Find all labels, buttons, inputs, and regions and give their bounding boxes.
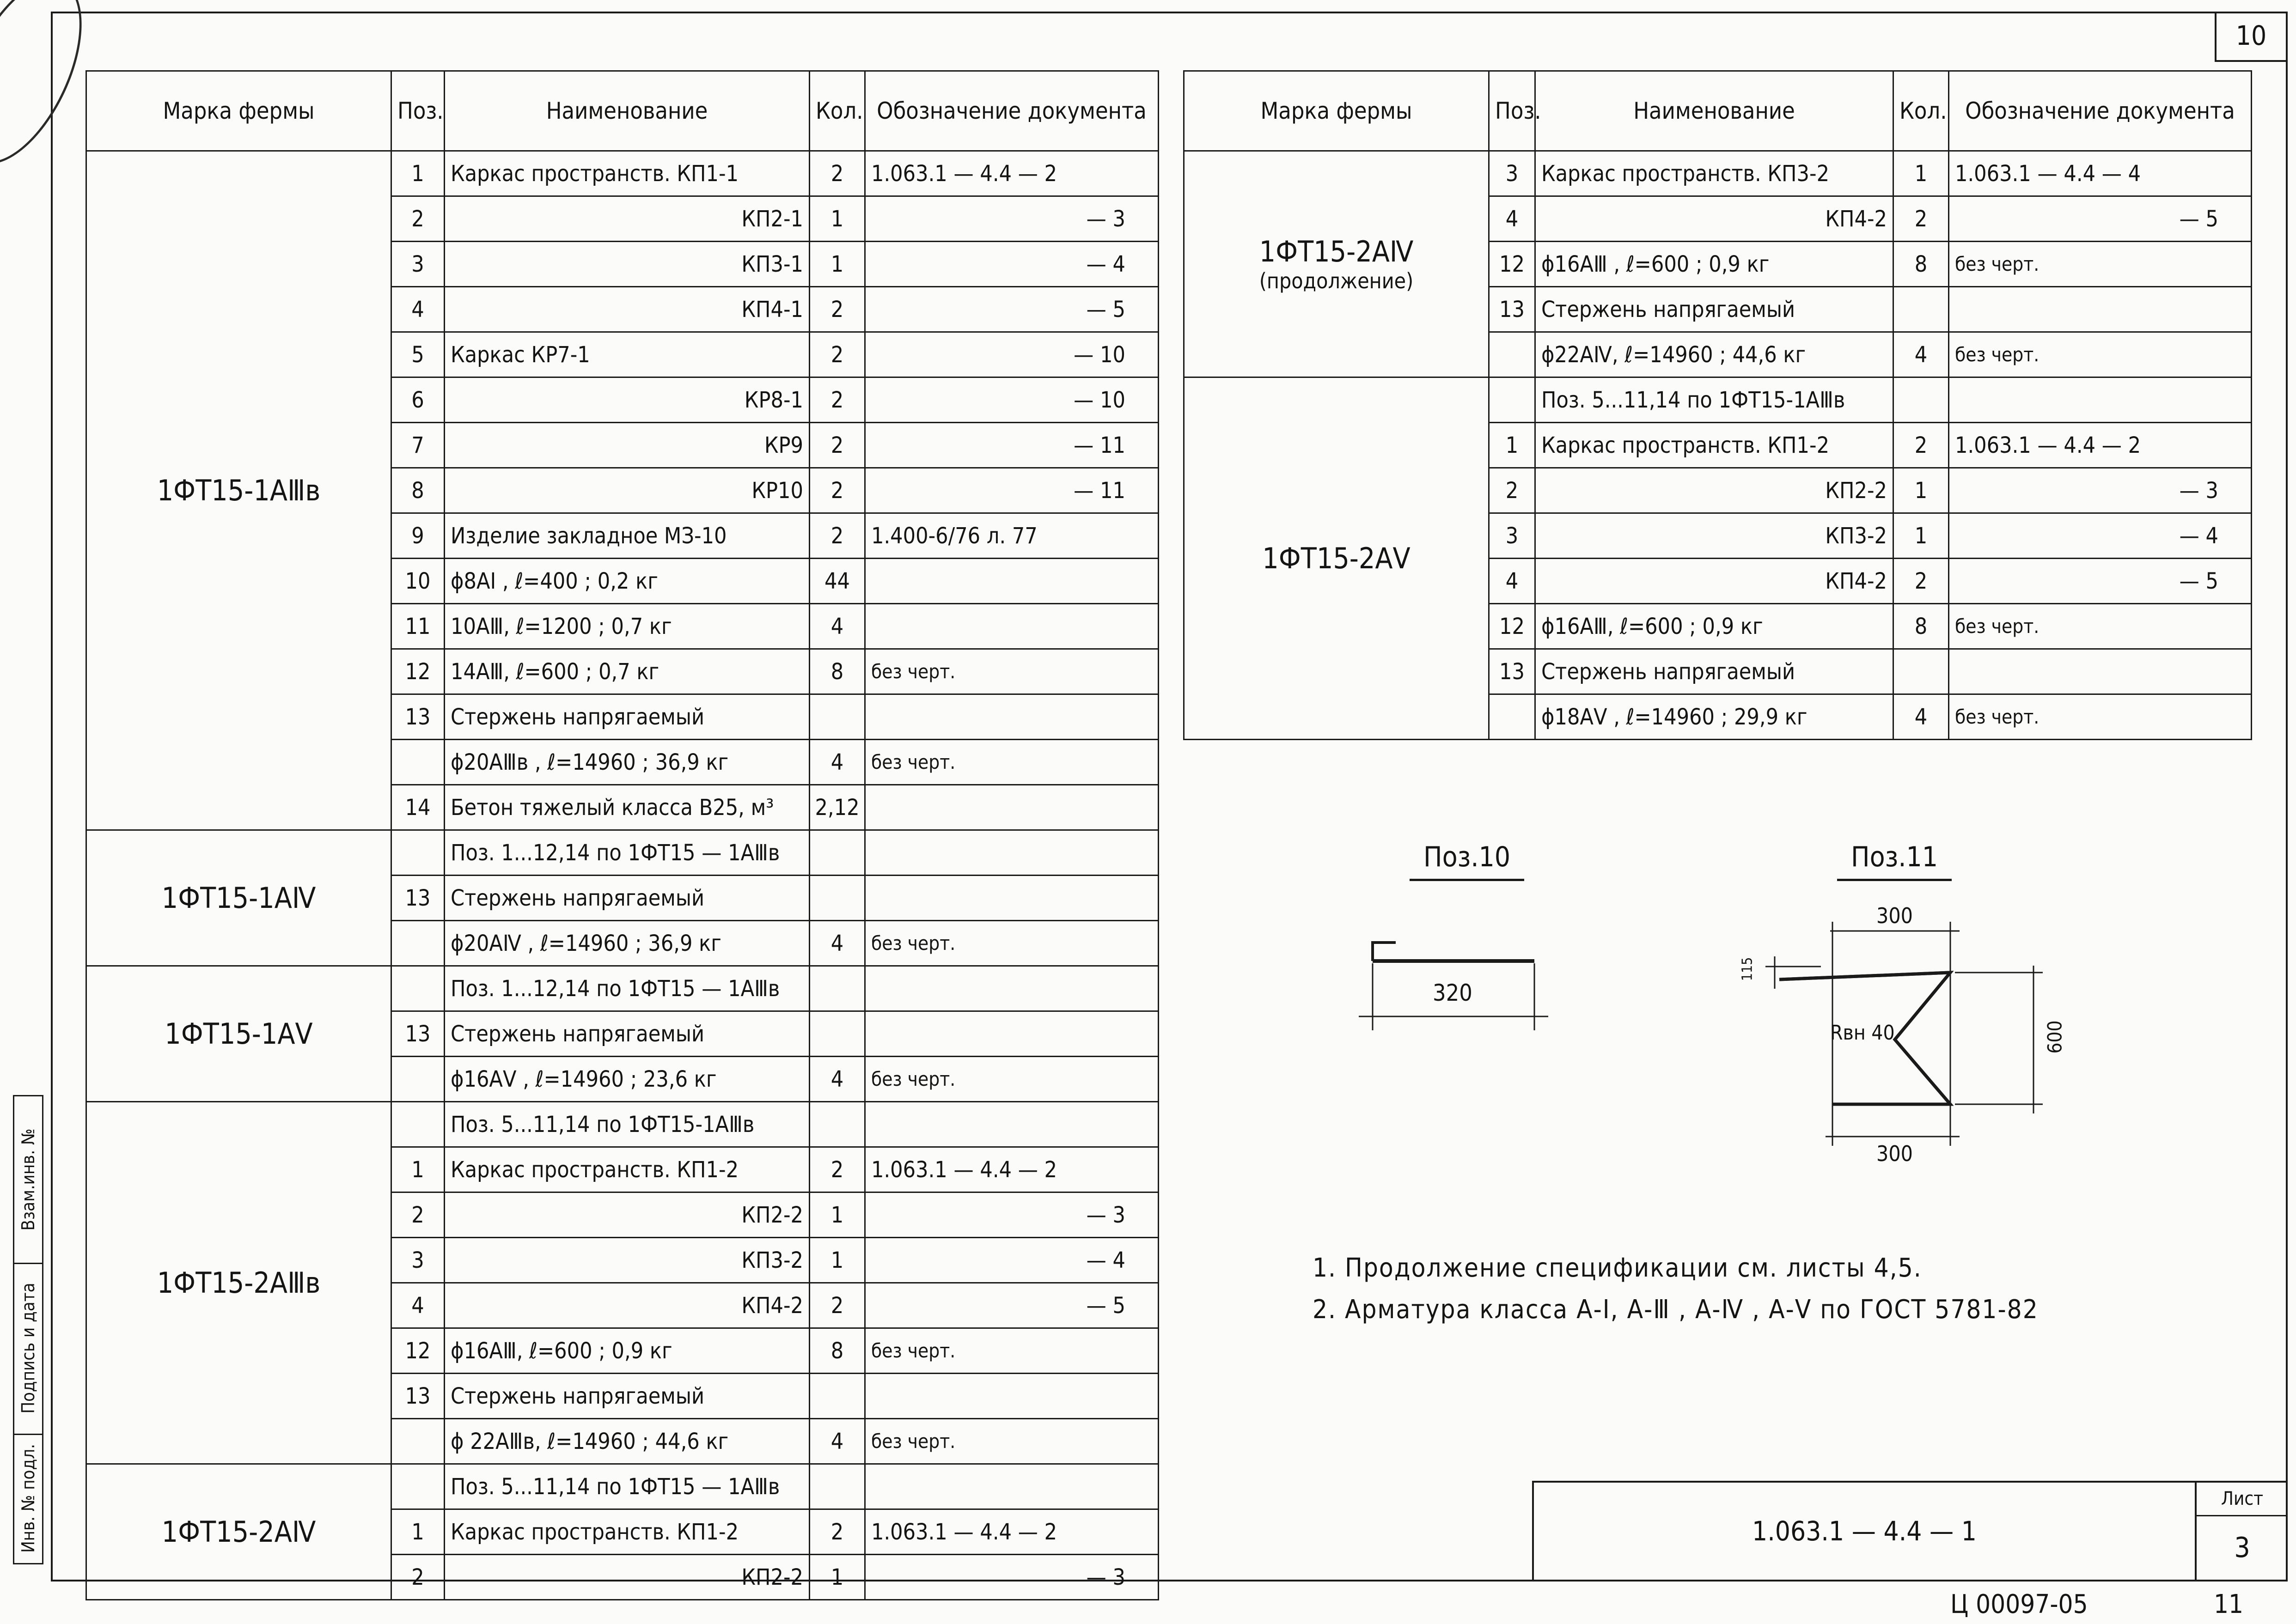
cell-doc: — 10 xyxy=(865,332,1159,377)
cell-qty: 2 xyxy=(810,513,865,559)
truss-mark xyxy=(86,1464,391,1600)
cell-qty: 8 xyxy=(1893,604,1949,649)
header-doc: Обозначение документа xyxy=(865,71,1159,151)
header-pos: Поз. xyxy=(1489,71,1535,151)
cell-pos: 13 xyxy=(1489,649,1535,694)
header-doc: Обозначение документа xyxy=(1949,71,2252,151)
cell-name: Изделие закладное МЗ-10 xyxy=(445,513,810,559)
cell-doc: — 10 xyxy=(865,377,1159,423)
table-row xyxy=(1184,151,2252,196)
sketch-pos10-title: Поз.10 xyxy=(1410,841,1524,881)
cell-doc: — 4 xyxy=(865,242,1159,287)
cell-qty: 2 xyxy=(810,151,865,196)
cell-qty: 1 xyxy=(810,242,865,287)
cell-name: Поз. 5...11,14 по 1ФТ15 — 1АⅢв xyxy=(445,1464,810,1509)
cell-doc: 1.400-6/76 л. 77 xyxy=(865,513,1159,559)
cell-pos: 4 xyxy=(1489,196,1535,242)
cell-qty: 4 xyxy=(810,921,865,966)
cell-pos: 13 xyxy=(391,694,445,740)
cell-doc xyxy=(1949,377,2252,423)
cell-name: Стержень напрягаемый xyxy=(445,876,810,921)
cell-name: ϕ16АⅤ , ℓ=14960 ; 23,6 кг xyxy=(445,1057,810,1102)
cell-name: КП2-1 xyxy=(445,196,810,242)
cell-doc xyxy=(865,1464,1159,1509)
cell-qty xyxy=(1893,377,1949,423)
cell-doc: без черт. xyxy=(865,921,1159,966)
cell-name: Каркас пространств. КП1-1 xyxy=(445,151,810,196)
cell-pos: 2 xyxy=(391,1555,445,1600)
cell-pos xyxy=(391,966,445,1011)
cell-pos: 1 xyxy=(391,1147,445,1192)
cell-pos: 1 xyxy=(391,151,445,196)
cell-pos: 11 xyxy=(391,604,445,649)
cell-name: Стержень напрягаемый xyxy=(445,694,810,740)
cell-qty xyxy=(1893,649,1949,694)
cell-qty: 1 xyxy=(810,196,865,242)
cell-name: КП2-2 xyxy=(1535,468,1893,513)
cell-pos xyxy=(391,1102,445,1147)
pos11-radius: Rвн 40 xyxy=(1830,1021,1895,1045)
spec-table-left xyxy=(85,70,1159,1600)
cell-qty xyxy=(810,1011,865,1057)
cell-doc xyxy=(1949,287,2252,332)
page-number: 10 xyxy=(2235,20,2267,51)
truss-mark xyxy=(86,830,391,966)
cell-doc: — 11 xyxy=(865,423,1159,468)
pos10-dimension: 320 xyxy=(1433,979,1472,1006)
cell-pos: 13 xyxy=(391,876,445,921)
cell-pos xyxy=(1489,377,1535,423)
document-designation: 1.063.1 — 4.4 — 1 xyxy=(1752,1515,1977,1547)
side-label-replacement: Взам.инв. № xyxy=(18,1128,38,1231)
cell-qty: 2 xyxy=(810,287,865,332)
cell-name: ϕ8АI , ℓ=400 ; 0,2 кг xyxy=(445,559,810,604)
pos11-dim-bottom: 300 xyxy=(1876,1141,1913,1166)
right-header-row xyxy=(1184,71,2252,151)
title-block xyxy=(1532,1481,2286,1580)
side-cell-signature xyxy=(14,1263,42,1435)
cell-qty: 4 xyxy=(1893,694,1949,740)
cell-qty: 8 xyxy=(810,649,865,694)
cell-name: Бетон тяжелый класса В25, м³ xyxy=(445,785,810,830)
cell-pos xyxy=(391,740,445,785)
cell-qty: 1 xyxy=(1893,151,1949,196)
side-cell-replacement xyxy=(14,1096,42,1264)
cell-qty: 2 xyxy=(1893,196,1949,242)
cell-doc xyxy=(865,1374,1159,1419)
cell-qty: 44 xyxy=(810,559,865,604)
cell-qty: 4 xyxy=(810,740,865,785)
cell-doc: — 3 xyxy=(865,196,1159,242)
left-header-row xyxy=(86,71,1159,151)
cell-qty: 4 xyxy=(810,1419,865,1464)
cell-doc: без черт. xyxy=(1949,332,2252,377)
cell-pos: 1 xyxy=(391,1509,445,1555)
cell-name: Поз. 1...12,14 по 1ФТ15 — 1АⅢв xyxy=(445,966,810,1011)
cell-qty: 1 xyxy=(810,1238,865,1283)
cell-doc: 1.063.1 — 4.4 — 2 xyxy=(865,1509,1159,1555)
cell-name: Поз. 1...12,14 по 1ФТ15 — 1АⅢв xyxy=(445,830,810,876)
cell-doc: — 4 xyxy=(865,1238,1159,1283)
cell-qty: 2 xyxy=(810,1509,865,1555)
truss-mark xyxy=(86,1102,391,1464)
cell-doc: без черт. xyxy=(865,1057,1159,1102)
cell-qty: 4 xyxy=(810,604,865,649)
header-qty: Кол. xyxy=(810,71,865,151)
cell-pos: 13 xyxy=(1489,287,1535,332)
cell-name: ϕ 22АⅢв, ℓ=14960 ; 44,6 кг xyxy=(445,1419,810,1464)
notes xyxy=(1313,1247,2039,1330)
cell-name: Поз. 5...11,14 по 1ФТ15-1АⅢв xyxy=(445,1102,810,1147)
spec-table-right xyxy=(1183,70,2252,740)
truss-mark-label: 1ФТ15-2АⅢв xyxy=(157,1266,321,1300)
truss-mark xyxy=(1184,377,1489,740)
truss-mark-label: 1ФТ15-1АⅣ xyxy=(161,881,316,915)
cell-doc xyxy=(865,1011,1159,1057)
pos11-bar-drawing xyxy=(1738,832,2061,1183)
cell-pos: 3 xyxy=(391,1238,445,1283)
cell-pos: 4 xyxy=(1489,559,1535,604)
cell-pos: 3 xyxy=(1489,513,1535,559)
truss-mark-label: 1ФТ15-2АⅣ xyxy=(1259,235,1414,268)
cell-name: Стержень напрягаемый xyxy=(445,1011,810,1057)
cell-pos: 2 xyxy=(391,196,445,242)
cell-doc xyxy=(865,830,1159,876)
header-qty: Кол. xyxy=(1893,71,1949,151)
cell-name: Поз. 5...11,14 по 1ФТ15-1АⅢв xyxy=(1535,377,1893,423)
cell-pos xyxy=(391,1419,445,1464)
sketch-pos11 xyxy=(1738,832,2066,1183)
cell-qty xyxy=(810,1464,865,1509)
cell-doc: 1.063.1 — 4.4 — 2 xyxy=(865,151,1159,196)
table-row xyxy=(86,1102,1159,1147)
cell-doc: — 5 xyxy=(865,287,1159,332)
cell-pos xyxy=(391,1464,445,1509)
cell-pos: 12 xyxy=(1489,604,1535,649)
cell-qty xyxy=(810,694,865,740)
cell-name: Стержень напрягаемый xyxy=(1535,287,1893,332)
cell-name: КП4-2 xyxy=(445,1283,810,1328)
table-row xyxy=(1184,377,2252,423)
cell-name: КР9 xyxy=(445,423,810,468)
table-row xyxy=(86,830,1159,876)
note-1: 1. Продолжение спецификации см. листы 4,5. xyxy=(1313,1253,1922,1283)
cell-qty: 2 xyxy=(810,377,865,423)
truss-mark xyxy=(86,151,391,830)
header-name: Наименование xyxy=(1535,71,1893,151)
side-cell-inventory xyxy=(14,1434,42,1563)
note-2: 2. Арматура класса А-I, А-Ⅲ , А-Ⅳ , А-Ⅴ по ГОСТ 5781-82 xyxy=(1313,1294,2039,1325)
cell-pos: 2 xyxy=(1489,468,1535,513)
cell-doc: — 3 xyxy=(865,1192,1159,1238)
cell-doc: — 11 xyxy=(865,468,1159,513)
cell-pos: 7 xyxy=(391,423,445,468)
cell-name: КП3-2 xyxy=(445,1238,810,1283)
cell-name: Каркас пространств. КП1-2 xyxy=(445,1147,810,1192)
truss-mark-label: 1ФТ15-2АⅤ xyxy=(1262,541,1411,575)
cell-doc: — 5 xyxy=(865,1283,1159,1328)
table-row xyxy=(86,966,1159,1011)
cell-doc xyxy=(865,694,1159,740)
cell-qty: 2,12 xyxy=(810,785,865,830)
cell-name: КР8-1 xyxy=(445,377,810,423)
cell-qty xyxy=(810,876,865,921)
cell-doc: 1.063.1 — 4.4 — 4 xyxy=(1949,151,2252,196)
list-number: 3 xyxy=(2234,1532,2250,1564)
cell-name: 10АⅢ, ℓ=1200 ; 0,7 кг xyxy=(445,604,810,649)
cell-qty: 2 xyxy=(810,1147,865,1192)
cell-pos: 14 xyxy=(391,785,445,830)
cell-doc: — 5 xyxy=(1949,196,2252,242)
cell-doc: 1.063.1 — 4.4 — 2 xyxy=(865,1147,1159,1192)
page-number-box xyxy=(2215,12,2286,62)
truss-mark xyxy=(1184,151,1489,377)
pos10-bar-drawing xyxy=(1340,832,1571,1053)
cell-doc xyxy=(865,966,1159,1011)
list-cell xyxy=(2195,1483,2288,1580)
cell-doc: без черт. xyxy=(865,649,1159,694)
cell-pos: 12 xyxy=(391,649,445,694)
table-row xyxy=(86,151,1159,196)
cell-doc: без черт. xyxy=(865,740,1159,785)
cell-name: Каркас пространств. КП1-2 xyxy=(445,1509,810,1555)
cell-qty xyxy=(810,1102,865,1147)
sketch-pos11-title: Поз.11 xyxy=(1837,841,1952,881)
cell-doc: — 5 xyxy=(1949,559,2252,604)
pos11-dim-side: 600 xyxy=(2043,1020,2066,1054)
cell-name: КП4-2 xyxy=(1535,196,1893,242)
cell-pos: 2 xyxy=(391,1192,445,1238)
header-pos: Поз. xyxy=(391,71,445,151)
cell-doc: без черт. xyxy=(1949,694,2252,740)
cell-doc xyxy=(865,604,1159,649)
cell-qty: 4 xyxy=(810,1057,865,1102)
cell-pos xyxy=(1489,694,1535,740)
cell-pos: 8 xyxy=(391,468,445,513)
pos11-dim-small: 115 xyxy=(1739,957,1756,981)
cell-name: ϕ16АⅢ , ℓ=600 ; 0,9 кг xyxy=(1535,242,1893,287)
header-mark: Марка фермы xyxy=(1184,71,1489,151)
cell-name: КП4-2 xyxy=(1535,559,1893,604)
cell-doc xyxy=(865,559,1159,604)
cell-name: КП2-2 xyxy=(445,1555,810,1600)
truss-mark-label: 1ФТ15-2АⅣ xyxy=(161,1515,316,1549)
cell-name: КП3-1 xyxy=(445,242,810,287)
cell-pos: 13 xyxy=(391,1374,445,1419)
cell-doc xyxy=(865,876,1159,921)
cell-pos: 9 xyxy=(391,513,445,559)
sketch-pos10 xyxy=(1340,832,1571,1053)
side-label-signature: Подпись и дата xyxy=(18,1283,38,1414)
cell-qty xyxy=(810,1374,865,1419)
cell-doc xyxy=(865,1102,1159,1147)
cell-doc xyxy=(1949,649,2252,694)
cell-doc: — 4 xyxy=(1949,513,2252,559)
cell-name: Каркас пространств. КП1-2 xyxy=(1535,423,1893,468)
truss-mark-sub: (продолжение) xyxy=(1259,268,1414,293)
cell-qty: 1 xyxy=(810,1555,865,1600)
cell-name: КП4-1 xyxy=(445,287,810,332)
cell-qty: 2 xyxy=(810,332,865,377)
cell-pos: 3 xyxy=(1489,151,1535,196)
cell-pos xyxy=(391,921,445,966)
side-stamp-column xyxy=(13,1095,43,1564)
list-label: Лист xyxy=(2197,1483,2288,1516)
cell-name: КР10 xyxy=(445,468,810,513)
cell-doc: — 3 xyxy=(1949,468,2252,513)
cell-doc: без черт. xyxy=(1949,242,2252,287)
side-label-inventory: Инв. № подл. xyxy=(18,1444,38,1553)
header-mark: Марка фермы xyxy=(86,71,391,151)
cell-name: 14АⅢ, ℓ=600 ; 0,7 кг xyxy=(445,649,810,694)
cell-pos: 12 xyxy=(1489,242,1535,287)
cell-qty: 2 xyxy=(810,1283,865,1328)
cell-pos: 1 xyxy=(1489,423,1535,468)
cell-name: ϕ20АⅢв , ℓ=14960 ; 36,9 кг xyxy=(445,740,810,785)
truss-mark-label: 1ФТ15-1АⅤ xyxy=(165,1017,313,1051)
bottom-code: Ц 00097-05 xyxy=(1950,1589,2088,1619)
truss-mark xyxy=(86,966,391,1102)
cell-name: Каркас пространств. КП3-2 xyxy=(1535,151,1893,196)
cell-qty: 2 xyxy=(1893,423,1949,468)
cell-qty: 1 xyxy=(1893,513,1949,559)
cell-doc: без черт. xyxy=(865,1419,1159,1464)
cell-qty: 2 xyxy=(810,468,865,513)
cell-pos: 12 xyxy=(391,1328,445,1374)
cell-qty: 2 xyxy=(1893,559,1949,604)
pos11-dim-top: 300 xyxy=(1876,903,1913,928)
truss-mark-label: 1ФТ15-1АⅢв xyxy=(157,474,321,507)
cell-pos: 4 xyxy=(391,287,445,332)
cell-name: КП2-2 xyxy=(445,1192,810,1238)
cell-qty: 1 xyxy=(810,1192,865,1238)
cell-pos: 6 xyxy=(391,377,445,423)
cell-doc: 1.063.1 — 4.4 — 2 xyxy=(1949,423,2252,468)
bottom-page: 11 xyxy=(2214,1589,2244,1619)
cell-name: Стержень напрягаемый xyxy=(1535,649,1893,694)
cell-name: ϕ18АⅤ , ℓ=14960 ; 29,9 кг xyxy=(1535,694,1893,740)
table-row xyxy=(86,1464,1159,1509)
cell-name: Стержень напрягаемый xyxy=(445,1374,810,1419)
cell-pos: 5 xyxy=(391,332,445,377)
cell-name: ϕ20АⅣ , ℓ=14960 ; 36,9 кг xyxy=(445,921,810,966)
cell-qty xyxy=(810,830,865,876)
cell-name: КП3-2 xyxy=(1535,513,1893,559)
cell-qty: 1 xyxy=(1893,468,1949,513)
cell-name: Каркас КР7-1 xyxy=(445,332,810,377)
cell-pos: 13 xyxy=(391,1011,445,1057)
cell-qty: 4 xyxy=(1893,332,1949,377)
cell-doc: — 3 xyxy=(865,1555,1159,1600)
cell-pos xyxy=(391,830,445,876)
header-name: Наименование xyxy=(445,71,810,151)
cell-qty xyxy=(810,966,865,1011)
cell-name: ϕ16АⅢ, ℓ=600 ; 0,9 кг xyxy=(1535,604,1893,649)
cell-pos: 10 xyxy=(391,559,445,604)
cell-doc: без черт. xyxy=(865,1328,1159,1374)
cell-doc: без черт. xyxy=(1949,604,2252,649)
cell-pos: 4 xyxy=(391,1283,445,1328)
cell-pos xyxy=(1489,332,1535,377)
cell-qty: 8 xyxy=(810,1328,865,1374)
cell-qty: 8 xyxy=(1893,242,1949,287)
cell-qty xyxy=(1893,287,1949,332)
cell-name: ϕ16АⅢ, ℓ=600 ; 0,9 кг xyxy=(445,1328,810,1374)
cell-qty: 2 xyxy=(810,423,865,468)
cell-doc xyxy=(865,785,1159,830)
cell-pos xyxy=(391,1057,445,1102)
cell-pos: 3 xyxy=(391,242,445,287)
cell-name: ϕ22АⅣ, ℓ=14960 ; 44,6 кг xyxy=(1535,332,1893,377)
